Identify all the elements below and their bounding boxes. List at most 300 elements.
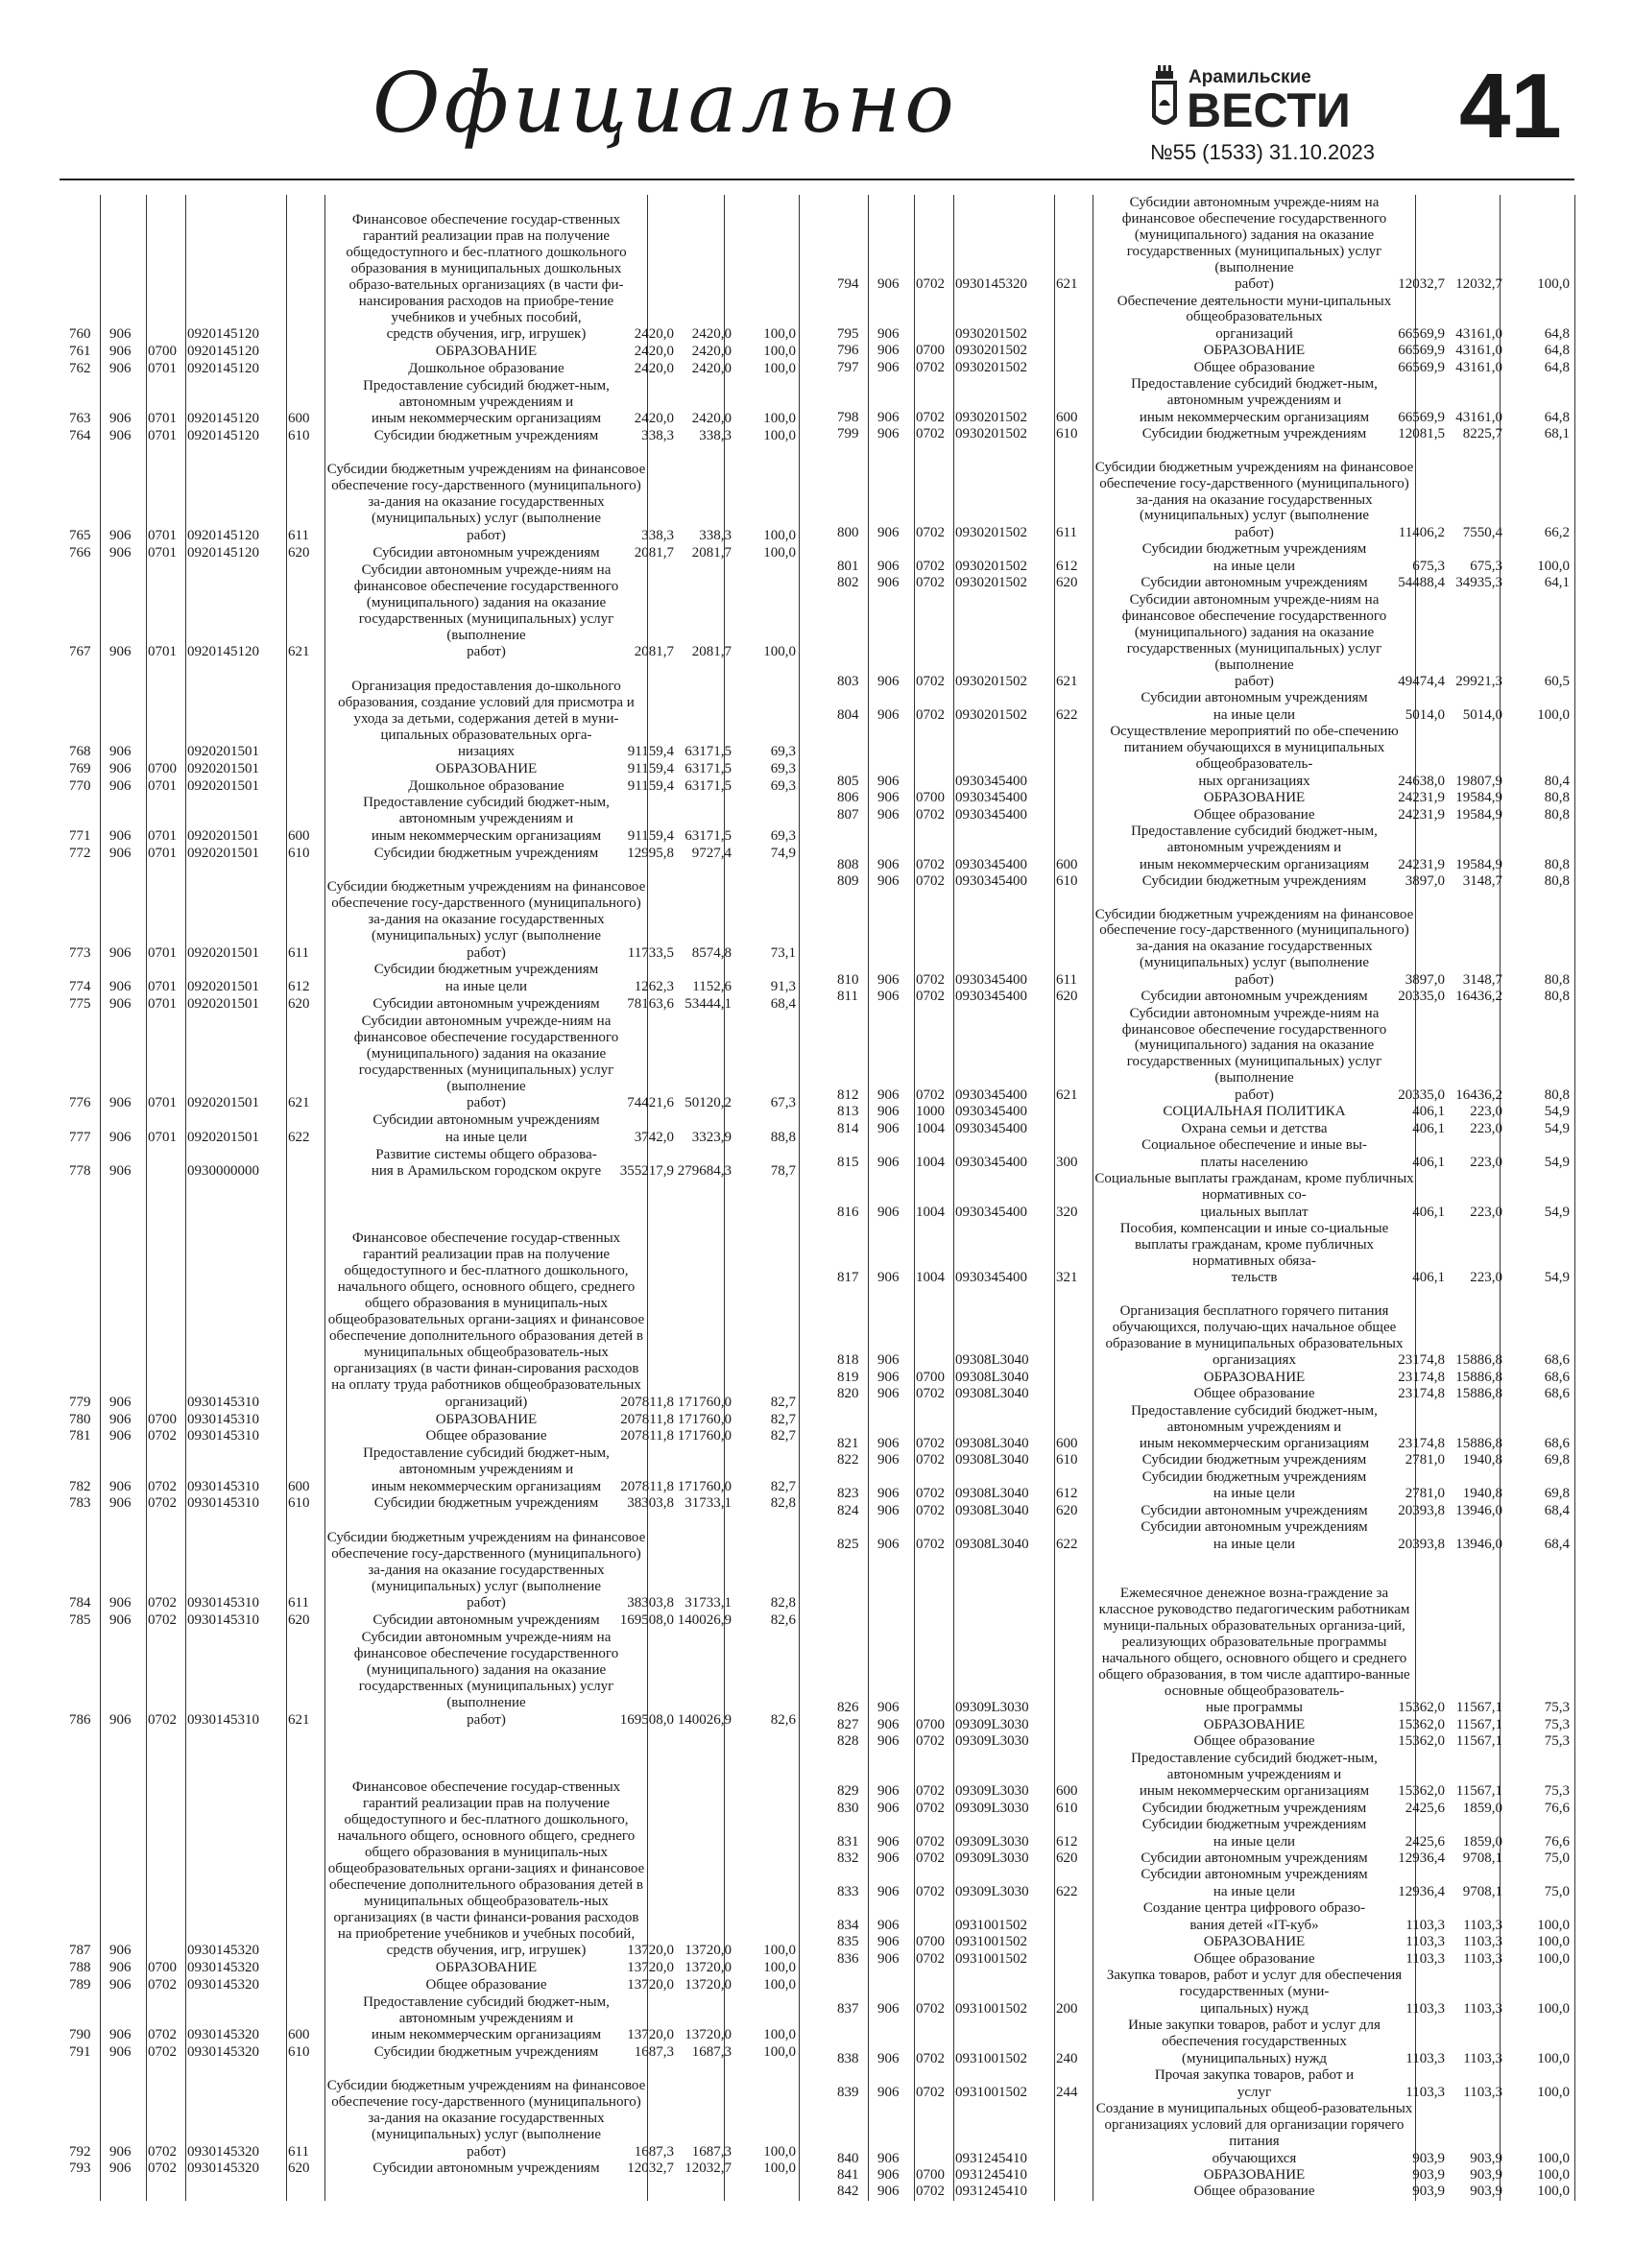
target-code: 0931001502 xyxy=(955,2050,1027,2066)
actual-value: 19584,9 xyxy=(1455,790,1502,806)
target-code: 0930201502 xyxy=(955,575,1027,591)
ministry-code: 906 xyxy=(109,527,132,543)
plan-value: 23174,8 xyxy=(1398,1386,1445,1402)
target-code: 0931001502 xyxy=(955,1950,1027,1967)
row-name: СОЦИАЛЬНАЯ ПОЛИТИКА xyxy=(1163,1104,1346,1120)
row-name: (муниципальных) нужд xyxy=(1182,2050,1327,2066)
ministry-code: 906 xyxy=(109,2027,132,2043)
actual-value: 171760,0 xyxy=(677,1394,732,1410)
target-code: 0930345400 xyxy=(955,1154,1027,1170)
section-code: 0700 xyxy=(916,790,945,806)
row-name: Общее образование xyxy=(425,1428,547,1444)
expense-type-code: 620 xyxy=(288,544,310,561)
expense-type-code: 600 xyxy=(1056,856,1078,872)
table-row xyxy=(60,962,799,978)
ministry-code: 906 xyxy=(109,1611,132,1628)
percent-value: 64,8 xyxy=(1544,409,1570,425)
plan-value: 406,1 xyxy=(1412,1270,1445,1286)
target-code: 0931001502 xyxy=(955,2000,1027,2017)
percent-value: 100,0 xyxy=(763,2161,796,2177)
row-name: ОБРАЗОВАНИЕ xyxy=(1203,343,1306,359)
table-row xyxy=(60,945,799,962)
section-code: 0701 xyxy=(148,1095,177,1111)
table-row xyxy=(828,824,1574,856)
actual-value: 8225,7 xyxy=(1462,426,1502,442)
actual-value: 29921,3 xyxy=(1455,673,1502,689)
percent-value: 80,4 xyxy=(1544,773,1570,789)
row-name: Обеспечение деятельности муни-ципальных общеобразовательных xyxy=(1117,293,1392,325)
actual-value: 13946,0 xyxy=(1455,1536,1502,1552)
row-name: ных организациях xyxy=(1198,773,1310,789)
table-row xyxy=(60,1729,799,1942)
plan-value: 1103,3 xyxy=(1405,1917,1445,1933)
target-code: 0920201501 xyxy=(187,744,259,760)
row-number: 831 xyxy=(837,1833,859,1850)
row-number: 768 xyxy=(69,744,91,760)
actual-value: 16436,2 xyxy=(1455,989,1502,1005)
expense-type-code: 612 xyxy=(1056,1833,1078,1850)
target-code: 0920145120 xyxy=(187,527,259,543)
percent-value: 76,6 xyxy=(1544,1800,1570,1816)
target-code: 0930345400 xyxy=(955,1104,1027,1120)
row-number: 763 xyxy=(69,411,91,427)
ministry-code: 906 xyxy=(877,1917,900,1933)
ministry-code: 906 xyxy=(877,409,900,425)
table-row xyxy=(828,674,1574,690)
expense-type-code: 610 xyxy=(288,845,310,861)
target-code: 0930345400 xyxy=(955,1120,1027,1136)
plan-value: 1103,3 xyxy=(1405,2050,1445,2066)
section-code: 0702 xyxy=(148,1976,177,1993)
section-code: 0702 xyxy=(916,1536,945,1552)
target-code: 0920201501 xyxy=(187,828,259,845)
percent-value: 100,0 xyxy=(763,1976,796,1993)
actual-value: 11567,1 xyxy=(1455,1716,1502,1732)
row-name: Создание центра цифрового образо- xyxy=(1142,1900,1366,1917)
table-row xyxy=(828,724,1574,773)
percent-value: 100,0 xyxy=(1537,558,1570,574)
row-number: 814 xyxy=(837,1120,859,1136)
percent-value: 75,3 xyxy=(1544,1700,1570,1716)
row-number: 769 xyxy=(69,760,91,776)
table-row xyxy=(60,1630,799,1712)
row-name: Субсидии автономным учрежде-ниям на финансовое обеспечение государственного (муниципального) задания на оказание государственных (муниципальных) услуг (выполнение xyxy=(1121,591,1387,673)
expense-type-code: 622 xyxy=(1056,1536,1078,1552)
expense-type-code: 600 xyxy=(1056,1783,1078,1800)
ministry-code: 906 xyxy=(877,276,900,293)
actual-value: 5014,0 xyxy=(1462,706,1502,723)
ministry-code: 906 xyxy=(109,428,132,444)
target-code: 0930145320 xyxy=(187,2143,259,2160)
actual-value: 13946,0 xyxy=(1455,1502,1502,1518)
table-row xyxy=(60,2027,799,2043)
row-name: на иные цели xyxy=(444,1129,528,1145)
target-code: 09309L3030 xyxy=(955,1883,1029,1899)
row-name: платы населению xyxy=(1200,1154,1309,1170)
percent-value: 100,0 xyxy=(763,2027,796,2043)
ministry-code: 906 xyxy=(109,1943,132,1959)
percent-value: 100,0 xyxy=(1537,706,1570,723)
table-row xyxy=(828,559,1574,575)
row-name: Субсидии бюджетным учреждениям xyxy=(373,1495,599,1512)
percent-value: 68,6 xyxy=(1544,1352,1570,1369)
percent-value: 75,3 xyxy=(1544,1716,1570,1732)
percent-value: 68,4 xyxy=(1544,1536,1570,1552)
section-code: 0701 xyxy=(148,527,177,543)
actual-value: 2420,0 xyxy=(691,360,732,376)
plan-value: 2420,0 xyxy=(634,411,674,427)
row-name: Субсидии бюджетным учреждениям xyxy=(1141,1452,1367,1468)
expense-type-code: 611 xyxy=(288,1595,309,1611)
ministry-code: 906 xyxy=(877,1950,900,1967)
target-code: 0920145120 xyxy=(187,360,259,376)
section-code: 0700 xyxy=(916,1716,945,1732)
table-row xyxy=(828,790,1574,806)
row-name: Дошкольное образование xyxy=(408,360,564,376)
ministry-code: 906 xyxy=(109,978,132,994)
plan-value: 91159,4 xyxy=(627,744,674,760)
row-name: Социальные выплаты гражданам, кроме публичных нормативных со- xyxy=(1094,1171,1414,1204)
ministry-code: 906 xyxy=(877,1486,900,1502)
target-code: 0930201502 xyxy=(955,673,1027,689)
row-number: 793 xyxy=(69,2161,91,2177)
percent-value: 100,0 xyxy=(1537,2166,1570,2183)
percent-value: 64,8 xyxy=(1544,343,1570,359)
row-name: работ) xyxy=(1235,1086,1274,1103)
plan-value: 338,3 xyxy=(641,527,674,543)
table-row xyxy=(828,1155,1574,1171)
table-row xyxy=(828,1834,1574,1850)
ministry-code: 906 xyxy=(877,575,900,591)
target-code: 0930145310 xyxy=(187,1611,259,1628)
percent-value: 100,0 xyxy=(1537,1917,1570,1933)
target-code: 0930201502 xyxy=(955,343,1027,359)
actual-value: 19807,9 xyxy=(1455,773,1502,789)
row-number: 838 xyxy=(837,2050,859,2066)
percent-value: 100,0 xyxy=(763,544,796,561)
row-name: Общее образование xyxy=(1193,2184,1315,2200)
row-number: 834 xyxy=(837,1917,859,1933)
row-name: Финансовое обеспечение государ-ственных гарантий реализации прав на получение общедоступного и бес-платного дошкольного, начального общего, основного общего, среднего общего образования в муниципаль-ных общеобразовательных органи-зациях и финансовое обеспечение дополнительного образования детей в муниципальных общеобразователь-ных организациях (в части финанси-рования расходов на приобретение учебников и учебных пособий, xyxy=(327,1779,645,1942)
expense-type-code: 610 xyxy=(1056,873,1078,890)
table-row xyxy=(60,344,799,360)
row-name: работ) xyxy=(1235,276,1274,293)
section-code: 0702 xyxy=(148,1428,177,1444)
row-number: 761 xyxy=(69,344,91,360)
table-row xyxy=(828,1503,1574,1519)
table-row xyxy=(828,1751,1574,1783)
plan-value: 12995,8 xyxy=(627,845,674,861)
row-number: 794 xyxy=(837,276,859,293)
newspaper-logo xyxy=(1148,63,1371,140)
ministry-code: 906 xyxy=(109,1411,132,1427)
row-number: 811 xyxy=(837,989,858,1005)
percent-value: 68,6 xyxy=(1544,1436,1570,1451)
plan-value: 38303,8 xyxy=(627,1595,674,1611)
plan-value: 675,3 xyxy=(1412,558,1445,574)
table-row xyxy=(60,644,799,660)
target-code: 0920201501 xyxy=(187,760,259,776)
percent-value: 54,9 xyxy=(1544,1120,1570,1136)
percent-value: 75,0 xyxy=(1544,1850,1570,1866)
ministry-code: 906 xyxy=(877,2084,900,2100)
row-name: Субсидии автономным учрежде-ниям на финансовое обеспечение государственного (муниципального) задания на оказание государственных (муниципальных) услуг (выполнение xyxy=(353,1630,619,1711)
row-name: организациях xyxy=(1213,1352,1296,1369)
row-name: иным некоммерческим организациям xyxy=(1139,409,1370,425)
expense-type-code: 610 xyxy=(288,428,310,444)
section-code: 0702 xyxy=(148,2027,177,2043)
section-code: 0702 xyxy=(148,1711,177,1728)
table-row xyxy=(828,707,1574,724)
plan-value: 13720,0 xyxy=(627,1960,674,1976)
row-number: 839 xyxy=(837,2084,859,2100)
target-code: 09308L3040 xyxy=(955,1436,1029,1451)
ministry-code: 906 xyxy=(877,1934,900,1950)
actual-value: 223,0 xyxy=(1470,1204,1502,1220)
percent-value: 100,0 xyxy=(1537,2050,1570,2066)
target-code: 0930201502 xyxy=(955,409,1027,425)
ministry-code: 906 xyxy=(109,2161,132,2177)
section-title: Официально xyxy=(372,56,958,152)
row-number: 810 xyxy=(837,971,859,988)
row-number: 825 xyxy=(837,1536,859,1552)
plan-value: 13720,0 xyxy=(627,2027,674,2043)
row-number: 823 xyxy=(837,1486,859,1502)
expense-type-code: 321 xyxy=(1056,1270,1078,1286)
row-name: услуг xyxy=(1237,2084,1272,2100)
row-number: 813 xyxy=(837,1104,859,1120)
section-code: 0702 xyxy=(916,558,945,574)
percent-value: 54,9 xyxy=(1544,1270,1570,1286)
actual-value: 63171,5 xyxy=(684,760,732,776)
percent-value: 100,0 xyxy=(763,326,796,343)
row-number: 787 xyxy=(69,1943,91,1959)
table-row xyxy=(60,1712,799,1729)
actual-value: 903,9 xyxy=(1470,2166,1502,2183)
target-code: 0920145120 xyxy=(187,326,259,343)
row-name: Предоставление субсидий бюджет-ным, автономным учреждениям и xyxy=(363,1993,610,2026)
actual-value: 223,0 xyxy=(1470,1270,1502,1286)
percent-value: 100,0 xyxy=(763,411,796,427)
target-code: 0931001502 xyxy=(955,1934,1027,1950)
row-name: Субсидии автономным учреждениям xyxy=(372,1112,600,1129)
left-table-column xyxy=(60,195,799,2201)
actual-value: 140026,9 xyxy=(677,1611,732,1628)
row-number: 820 xyxy=(837,1386,859,1402)
table-row xyxy=(828,873,1574,890)
section-code: 0702 xyxy=(916,1452,945,1468)
row-name: Субсидии автономным учрежде-ниям на финансовое обеспечение государственного (муниципального) задания на оказание государственных (муниципальных) услуг (выполнение xyxy=(1121,1005,1387,1086)
row-name: организаций xyxy=(1215,325,1293,342)
plan-value: 406,1 xyxy=(1412,1104,1445,1120)
row-number: 797 xyxy=(837,359,859,375)
ministry-code: 906 xyxy=(109,2143,132,2160)
row-name: работ) xyxy=(1235,524,1274,540)
table-row xyxy=(60,1943,799,1959)
section-code: 0701 xyxy=(148,828,177,845)
section-code: 0701 xyxy=(148,428,177,444)
section-code: 0702 xyxy=(916,1486,945,1502)
row-number: 833 xyxy=(837,1883,859,1899)
ministry-code: 906 xyxy=(109,777,132,794)
table-row xyxy=(828,2085,1574,2101)
section-code: 0702 xyxy=(916,1436,945,1451)
table-row xyxy=(828,410,1574,426)
plan-value: 903,9 xyxy=(1412,2166,1445,2183)
table-row xyxy=(828,1968,1574,2000)
table-row xyxy=(828,195,1574,276)
row-number: 803 xyxy=(837,673,859,689)
row-number: 840 xyxy=(837,2150,859,2166)
target-code: 0930201502 xyxy=(955,325,1027,342)
section-code: 0702 xyxy=(916,1386,945,1402)
row-number: 783 xyxy=(69,1495,91,1512)
actual-value: 9708,1 xyxy=(1462,1850,1502,1866)
table-row xyxy=(828,1436,1574,1452)
section-code: 0700 xyxy=(916,1369,945,1385)
actual-value: 1687,3 xyxy=(691,2043,732,2060)
percent-value: 80,8 xyxy=(1544,971,1570,988)
table-row xyxy=(828,2067,1574,2084)
row-name: организаций) xyxy=(444,1394,528,1410)
percent-value: 68,4 xyxy=(1544,1502,1570,1518)
ministry-code: 906 xyxy=(877,426,900,442)
percent-value: 67,3 xyxy=(770,1095,796,1111)
ministry-code: 906 xyxy=(877,2050,900,2066)
table-row xyxy=(60,1130,799,1146)
table-row xyxy=(828,541,1574,558)
table-row xyxy=(60,1181,799,1394)
plan-value: 169508,0 xyxy=(619,1711,674,1728)
percent-value: 88,8 xyxy=(770,1129,796,1145)
row-name: Субсидии бюджетным учреждениям на финансовое обеспечение госу-дарственного (муниципального) за-дания на оказание государственных (муниципальных) услуг (выполнение xyxy=(326,2078,646,2143)
row-number: 773 xyxy=(69,944,91,961)
logo-top-text: Арамильские xyxy=(1189,67,1311,87)
ministry-code: 906 xyxy=(877,1452,900,1468)
table-row xyxy=(828,1553,1574,1699)
row-name: на иные цели xyxy=(444,978,528,994)
target-code: 0920201501 xyxy=(187,777,259,794)
row-name: Субсидии бюджетным учреждениям xyxy=(1141,873,1367,890)
percent-value: 100,0 xyxy=(1537,1934,1570,1950)
plan-value: 66569,9 xyxy=(1398,325,1445,342)
table-row xyxy=(828,1121,1574,1137)
plan-value: 2781,0 xyxy=(1405,1452,1445,1468)
section-code: 1000 xyxy=(916,1104,945,1120)
plan-value: 207811,8 xyxy=(620,1478,674,1494)
row-number: 837 xyxy=(837,2000,859,2017)
row-name: низациях xyxy=(457,744,516,760)
row-name: Субсидии бюджетным учреждениям на финансовое обеспечение госу-дарственного (муниципального) за-дания на оказание государственных (муниципальных) услуг (выполнение xyxy=(1094,906,1414,971)
ministry-code: 906 xyxy=(877,1204,900,1220)
expense-type-code: 612 xyxy=(1056,558,1078,574)
expense-type-code: 600 xyxy=(288,1478,310,1494)
table-row xyxy=(828,1884,1574,1900)
row-number: 826 xyxy=(837,1700,859,1716)
expense-type-code: 320 xyxy=(1056,1204,1078,1220)
row-name: Дошкольное образование xyxy=(408,777,564,794)
target-code: 09308L3040 xyxy=(955,1452,1029,1468)
plan-value: 91159,4 xyxy=(627,760,674,776)
row-name: Субсидии бюджетным учреждениям на финансовое обеспечение госу-дарственного (муниципального) за-дания на оказание государственных (муниципальных) услуг (выполнение xyxy=(326,1529,646,1594)
table-row xyxy=(60,361,799,377)
actual-value: 1103,3 xyxy=(1463,2084,1502,2100)
actual-value: 63171,5 xyxy=(684,744,732,760)
table-row xyxy=(828,376,1574,409)
row-name: Субсидии автономным учреждениям xyxy=(1141,989,1368,1005)
actual-value: 171760,0 xyxy=(677,1411,732,1427)
target-code: 0930201502 xyxy=(955,426,1027,442)
expense-type-code: 621 xyxy=(1056,276,1078,293)
table-row xyxy=(828,1537,1574,1553)
row-name: Субсидии бюджетным учреждениям xyxy=(1141,541,1367,558)
ministry-code: 906 xyxy=(109,344,132,360)
row-name: Ежемесячное денежное возна-граждение за классное руководство педагогическим работникам муници-пальных образовательных организа-ций, реализующих образовательные программы начального общего, основного общего и среднего общего образования, в том числе адаптиро-ванные основные общеобразователь- xyxy=(1098,1586,1410,1699)
row-name: Субсидии бюджетным учреждениям на финансовое обеспечение госу-дарственного (муниципального) за-дания на оказание государственных (муниципальных) услуг (выполнение xyxy=(326,462,646,527)
plan-value: 2420,0 xyxy=(634,326,674,343)
ministry-code: 906 xyxy=(109,1495,132,1512)
plan-value: 338,3 xyxy=(641,428,674,444)
ministry-code: 906 xyxy=(877,1883,900,1899)
section-code: 0702 xyxy=(916,426,945,442)
target-code: 09308L3040 xyxy=(955,1502,1029,1518)
percent-value: 100,0 xyxy=(763,644,796,660)
expense-type-code: 620 xyxy=(1056,575,1078,591)
ministry-code: 906 xyxy=(877,1783,900,1800)
row-name: Субсидии бюджетным учреждениям xyxy=(373,962,599,978)
percent-value: 82,7 xyxy=(770,1428,796,1444)
expense-type-code: 621 xyxy=(1056,1086,1078,1103)
row-name: работ) xyxy=(467,944,506,961)
ministry-code: 906 xyxy=(877,806,900,823)
percent-value: 100,0 xyxy=(1537,1950,1570,1967)
target-code: 0930145310 xyxy=(187,1495,259,1512)
table-row xyxy=(828,1733,1574,1750)
ministry-code: 906 xyxy=(877,1833,900,1850)
section-code: 1004 xyxy=(916,1154,945,1170)
column-divider xyxy=(799,195,800,2201)
row-name: Предоставление субсидий бюджет-ным, автономным учреждениям и xyxy=(363,1445,610,1478)
table-row xyxy=(828,326,1574,343)
row-name: Общее образование xyxy=(1193,1950,1315,1967)
row-name: работ) xyxy=(467,527,506,543)
row-name: работ) xyxy=(1235,673,1274,689)
row-name: Субсидии автономным учреждениям xyxy=(1141,1867,1368,1883)
section-code: 1004 xyxy=(916,1204,945,1220)
plan-value: 11406,2 xyxy=(1398,524,1445,540)
plan-value: 1103,3 xyxy=(1405,2000,1445,2017)
ministry-code: 906 xyxy=(877,989,900,1005)
row-name: Иные закупки товаров, работ и услуг для обеспечения государственных xyxy=(1128,2017,1381,2050)
ministry-code: 906 xyxy=(877,1502,900,1518)
plan-value: 207811,8 xyxy=(620,1428,674,1444)
row-number: 780 xyxy=(69,1411,91,1427)
row-name: Субсидии бюджетным учреждениям на финансовое обеспечение госу-дарственного (муниципального) за-дания на оказание государственных (муниципальных) услуг (выполнение xyxy=(1094,459,1414,524)
row-name: Субсидии автономным учреждениям xyxy=(1141,1519,1368,1536)
target-code: 0930345400 xyxy=(955,873,1027,890)
expense-type-code: 621 xyxy=(288,1711,310,1728)
row-name: Субсидии бюджетным учреждениям xyxy=(373,845,599,861)
percent-value: 64,8 xyxy=(1544,325,1570,342)
expense-type-code: 620 xyxy=(288,1611,310,1628)
row-number: 836 xyxy=(837,1950,859,1967)
percent-value: 100,0 xyxy=(763,2143,796,2160)
row-name: Субсидии бюджетным учреждениям xyxy=(1141,426,1367,442)
target-code: 09309L3030 xyxy=(955,1783,1029,1800)
table-row xyxy=(60,545,799,561)
target-code: 0920201501 xyxy=(187,978,259,994)
percent-value: 54,9 xyxy=(1544,1154,1570,1170)
